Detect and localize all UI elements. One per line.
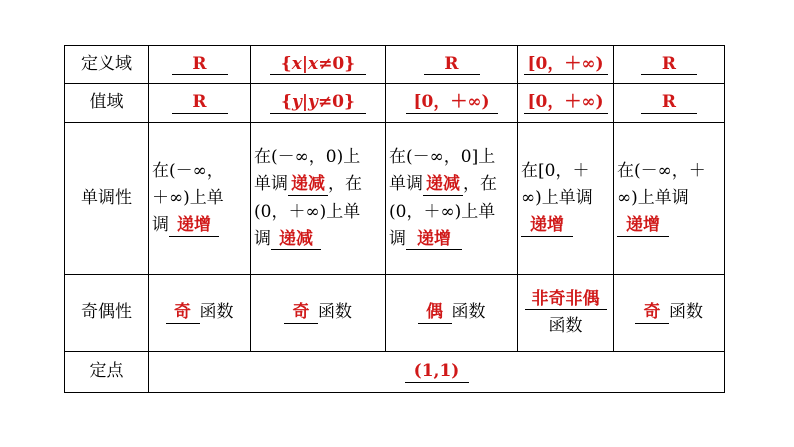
cell-range-3 (386, 84, 518, 123)
answer-range-3: [0，＋∞) (406, 93, 498, 114)
answer-domain-3: R (424, 55, 480, 76)
row-monotonic (65, 123, 725, 275)
row-range (65, 84, 725, 123)
answer-domain-2: {x|x≠0} (270, 55, 366, 76)
cell-domain-2 (251, 46, 386, 84)
cell-domain-1 (149, 46, 251, 84)
answer-domain-4: [0，＋∞) (524, 55, 608, 76)
answer-range-1: R (172, 93, 228, 114)
cell-parity-4: 非奇非偶 函数 (518, 275, 614, 352)
cell-domain-4 (518, 46, 614, 84)
answer-monotonic-5: 递增 (617, 216, 669, 237)
answer-monotonic-1: 递增 (169, 216, 219, 237)
answer-monotonic-4: 递增 (521, 216, 573, 237)
cell-range-5 (614, 84, 725, 123)
cell-monotonic-1: 在(－∞， ＋∞)上单 调 递增 (149, 123, 251, 275)
row-label-parity: 奇偶性 (65, 275, 149, 352)
cell-range-2 (251, 84, 386, 123)
cell-parity-1: 奇 函数 (149, 275, 251, 352)
answer-monotonic-2b: 递减 (271, 230, 321, 251)
row-label-domain: 定义域 (65, 46, 149, 84)
cell-range-4 (518, 84, 614, 123)
cell-parity-5: 奇 函数 (614, 275, 725, 352)
answer-monotonic-3a: 递减 (423, 175, 463, 196)
answer-range-2: {y|y≠0} (270, 93, 366, 114)
row-parity (65, 275, 725, 352)
answer-parity-5: 奇 (635, 303, 669, 324)
answer-monotonic-3b: 递增 (406, 230, 462, 251)
cell-domain-5 (614, 46, 725, 84)
function-properties-table (64, 45, 725, 393)
row-domain (65, 46, 725, 84)
row-label-monotonic: 单调性 (65, 123, 149, 275)
answer-parity-1: 奇 (166, 303, 200, 324)
answer-range-5: R (641, 93, 697, 114)
answer-domain-5: R (641, 55, 697, 76)
answer-monotonic-2a: 递减 (288, 175, 328, 196)
answer-domain-1: R (172, 55, 228, 76)
answer-fixed-point: (1,1) (405, 362, 469, 383)
cell-fixed-point (149, 352, 725, 393)
cell-range-1 (149, 84, 251, 123)
row-fixed-point (65, 352, 725, 393)
answer-parity-4: 非奇非偶 (525, 290, 607, 311)
cell-parity-2: 奇 函数 (251, 275, 386, 352)
cell-monotonic-5: 在(－∞，＋ ∞)上单调 递增 (614, 123, 725, 275)
answer-parity-2: 奇 (284, 303, 318, 324)
cell-monotonic-2: 在(－∞，0)上 单调 递减 ，在 (0，＋∞)上单 调 递减 (251, 123, 386, 275)
cell-monotonic-4: 在[0，＋ ∞)上单调 递增 (518, 123, 614, 275)
row-label-range: 值域 (65, 84, 149, 123)
cell-parity-3: 偶 函数 (386, 275, 518, 352)
answer-range-4: [0，＋∞) (524, 93, 608, 114)
row-label-fixed-point: 定点 (65, 352, 149, 393)
answer-parity-3: 偶 (418, 303, 452, 324)
cell-monotonic-3: 在(－∞，0]上 单调 递减 ，在 (0，＋∞)上单 调 递增 (386, 123, 518, 275)
cell-domain-3 (386, 46, 518, 84)
